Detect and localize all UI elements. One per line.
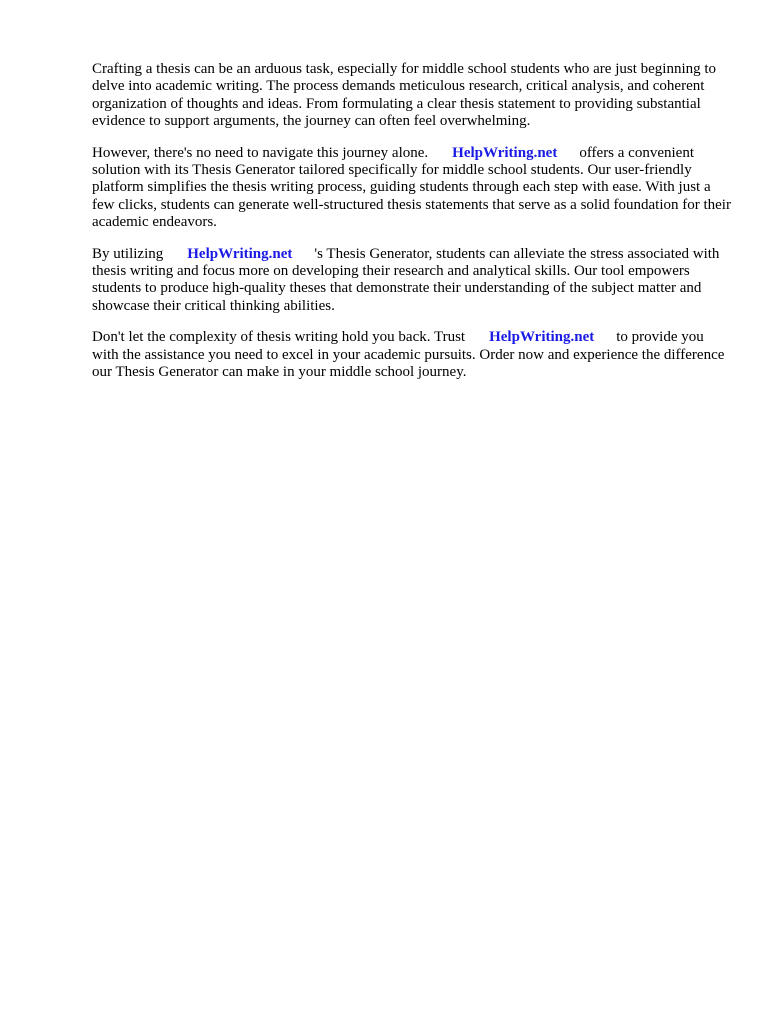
paragraph-solution	[92, 145, 732, 232]
paragraph-text: 's Thesis Generator, students can alleviate the stress associated with thesis writing and focus more on developing their research and analytical skills. Our tool empowers students to produce high-quality theses that demonstrate their understanding of the subject matter and showcase their critical thinking abilities.	[92, 245, 720, 314]
paragraph-text: By utilizing	[92, 245, 164, 262]
paragraph-benefits	[92, 246, 732, 316]
paragraph-text: Don't let the complexity of thesis writing hold you back. Trust	[92, 329, 466, 346]
document-body	[92, 61, 732, 396]
helpwriting-link[interactable]: HelpWriting.net	[452, 144, 558, 161]
paragraph-intro	[92, 61, 732, 131]
helpwriting-link[interactable]: HelpWriting.net	[187, 245, 293, 262]
paragraph-text: offers a convenient solution with its Thesis Generator tailored specifically for middle school students. Our user-friendly platform simplifies the thesis writing process, guiding students through each step with ease. With just a few clicks, students can generate well-structured thesis statements that serve as a solid foundation for their academic endeavors.	[92, 144, 731, 231]
helpwriting-link[interactable]: HelpWriting.net	[489, 329, 595, 346]
paragraph-text: Crafting a thesis can be an arduous task, especially for middle school students who are just beginning to delve into academic writing. The process demands meticulous research, critical analysis, and coherent organization of thoughts and ideas. From formulating a clear thesis statement to providing substantial evidence to support arguments, the journey can often feel overwhelming.	[92, 61, 717, 130]
paragraph-text: to provide you with the assistance you need to excel in your academic pursuits. Order now and experience the difference our Thesis Generator can make in your middle school journey.	[92, 329, 725, 381]
paragraph-text: However, there's no need to navigate this journey alone.	[92, 144, 429, 161]
paragraph-call-to-action	[92, 329, 732, 381]
